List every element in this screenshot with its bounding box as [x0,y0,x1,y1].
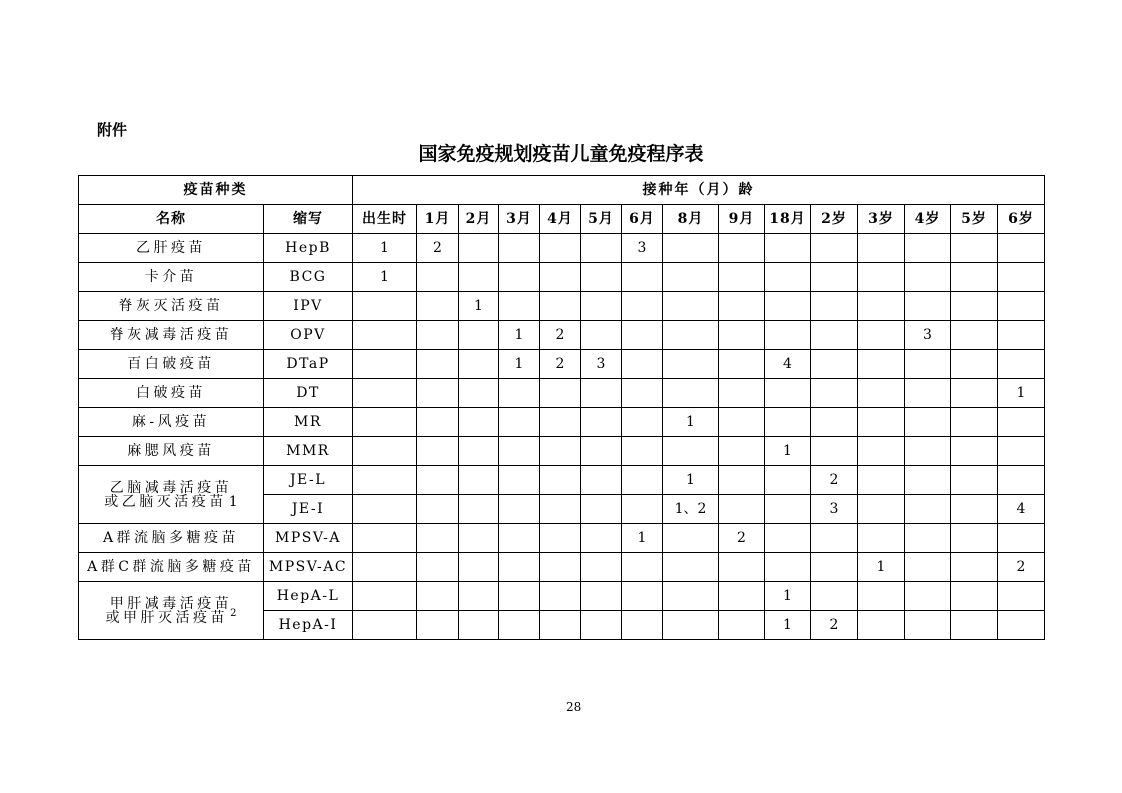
dose-cell [719,234,765,263]
dose-cell [459,466,499,495]
dose-cell [905,234,951,263]
dose-cell [998,234,1045,263]
dose-cell [765,495,811,524]
dose-cell [765,379,811,408]
attachment-label: 附件 [97,121,128,139]
vaccine-name-cell [79,582,264,640]
name-column-header: 名称 [79,205,264,234]
dose-cell [663,292,719,321]
dose-cell [622,582,663,611]
dose-cell [581,553,622,582]
dose-cell: 1 [459,292,499,321]
dose-cell [353,379,417,408]
vaccine-name: A群流脑多糖疫苗 [102,530,240,546]
dose-cell [719,553,765,582]
dose-cell [951,553,998,582]
footnote-marker: 1 [228,493,238,510]
age-header-birth: 出生时 [353,205,417,234]
dose-cell [417,611,459,640]
dose-cell [719,437,765,466]
header-row-columns [79,205,1045,234]
dose-cell [622,437,663,466]
dose-cell [998,321,1045,350]
dose-cell [858,350,905,379]
dose-cell [540,379,581,408]
dose-cell [951,611,998,640]
dose-cell [622,263,663,292]
dose-cell [459,524,499,553]
age-header-6-month: 6月 [622,205,663,234]
dose-cell [905,611,951,640]
dose-cell [998,582,1045,611]
age-header-4-month: 4月 [540,205,581,234]
dose-cell [459,611,499,640]
dose-cell [765,234,811,263]
dose-cell [905,263,951,292]
dose-cell [353,553,417,582]
dose-cell [905,466,951,495]
dose-cell [540,263,581,292]
dose-cell [951,379,998,408]
vaccine-name-cell [79,466,264,524]
dose-cell: 1 [858,553,905,582]
age-header-5-year: 5岁 [951,205,998,234]
vaccine-name: 麻-风疫苗 [131,414,211,430]
dose-cell [998,350,1045,379]
vaccine-name: 乙肝疫苗 [136,240,206,256]
dose-cell [905,350,951,379]
dose-cell [765,408,811,437]
age-header-1-month: 1月 [417,205,459,234]
dose-cell: 3 [581,350,622,379]
dose-cell [858,292,905,321]
dose-cell [858,582,905,611]
dose-cell [417,292,459,321]
dose-cell [417,466,459,495]
age-header-3-month: 3月 [499,205,540,234]
dose-cell [417,437,459,466]
dose-cell [622,292,663,321]
dose-cell [459,553,499,582]
dose-cell [581,524,622,553]
table-row [79,321,1045,350]
dose-cell: 2 [811,466,858,495]
table-row [79,466,1045,495]
abbreviation-cell: BCG [264,263,353,292]
abbreviation-cell: HepA-L [264,582,353,611]
dose-cell [499,234,540,263]
dose-cell [719,379,765,408]
dose-cell [811,234,858,263]
dose-cell [858,263,905,292]
dose-cell [581,408,622,437]
dose-cell: 1 [622,524,663,553]
dose-cell [581,582,622,611]
dose-cell [719,582,765,611]
dose-cell [811,379,858,408]
dose-cell [353,350,417,379]
vaccine-name-line2: 或甲肝灭活疫苗 [105,609,229,626]
abbreviation-cell: HepB [264,234,353,263]
dose-cell [951,234,998,263]
footnote-marker: 2 [230,607,237,619]
dose-cell [459,263,499,292]
dose-cell [951,292,998,321]
abbreviation-cell: DTaP [264,350,353,379]
abbreviation-cell: IPV [264,292,353,321]
dose-cell [765,321,811,350]
dose-cell [765,553,811,582]
vaccine-name-cell [79,437,264,466]
dose-cell [811,263,858,292]
dose-cell: 4 [998,495,1045,524]
dose-cell [353,292,417,321]
dose-cell [719,350,765,379]
dose-cell [622,611,663,640]
dose-cell [353,466,417,495]
dose-cell [998,611,1045,640]
dose-cell: 2 [417,234,459,263]
dose-cell [581,234,622,263]
dose-cell [951,524,998,553]
dose-cell [719,263,765,292]
age-header-18-month: 18月 [765,205,811,234]
dose-cell: 4 [765,350,811,379]
vaccine-name-cell [79,234,264,263]
dose-cell [353,524,417,553]
dose-cell [951,321,998,350]
dose-cell [858,234,905,263]
abbreviation-cell: JE-I [264,495,353,524]
dose-cell [905,524,951,553]
dose-cell [663,524,719,553]
dose-cell [622,495,663,524]
dose-cell [540,437,581,466]
dose-cell [499,524,540,553]
dose-cell [765,466,811,495]
dose-cell [499,437,540,466]
page-number: 28 [566,700,582,714]
dose-cell [581,495,622,524]
dose-cell [499,495,540,524]
dose-cell [540,466,581,495]
dose-cell [581,292,622,321]
table-row [79,437,1045,466]
dose-cell: 2 [811,611,858,640]
abbreviation-cell: JE-L [264,466,353,495]
dose-cell [905,292,951,321]
dose-cell [581,466,622,495]
dose-cell: 1 [765,437,811,466]
abbreviation-cell: MPSV-A [264,524,353,553]
dose-cell [622,379,663,408]
dose-cell [765,292,811,321]
dose-cell [719,292,765,321]
dose-cell [499,466,540,495]
dose-cell [663,350,719,379]
vaccine-name-cell [79,408,264,437]
table-row [79,292,1045,321]
vaccine-name: 甲肝减毒活疫苗 [109,595,233,612]
dose-cell [858,466,905,495]
table-row [79,350,1045,379]
dose-cell [622,553,663,582]
dose-cell [951,437,998,466]
dose-cell [951,350,998,379]
dose-cell [581,611,622,640]
dose-cell [499,408,540,437]
dose-cell [998,263,1045,292]
dose-cell [459,582,499,611]
dose-cell [540,495,581,524]
vaccine-name: 脊灰灭活疫苗 [118,298,224,314]
dose-cell [719,495,765,524]
dose-cell [811,350,858,379]
dose-cell [811,437,858,466]
vaccine-name: 乙脑减毒活疫苗 [109,479,233,496]
dose-cell [353,582,417,611]
dose-cell [417,582,459,611]
age-header-6-year: 6岁 [998,205,1045,234]
dose-cell: 1 [499,321,540,350]
dose-cell [540,582,581,611]
table-body [79,234,1045,640]
vaccine-name-cell [79,350,264,379]
dose-cell [719,408,765,437]
dose-cell [540,292,581,321]
dose-cell [353,611,417,640]
table-row [79,553,1045,582]
abbreviation-cell: HepA-I [264,611,353,640]
age-header-8-month: 8月 [663,205,719,234]
dose-cell: 1 [663,466,719,495]
dose-cell [663,553,719,582]
vaccine-type-header: 疫苗种类 [79,176,353,205]
vaccine-name-cell [79,379,264,408]
dose-cell [719,611,765,640]
dose-cell [905,408,951,437]
dose-cell [581,321,622,350]
dose-cell [417,321,459,350]
dose-cell [353,408,417,437]
dose-cell: 2 [540,321,581,350]
age-header-9-month: 9月 [719,205,765,234]
dose-cell: 3 [811,495,858,524]
age-header-2-year: 2岁 [811,205,858,234]
dose-cell [951,582,998,611]
age-header-5-month: 5月 [581,205,622,234]
dose-cell [581,437,622,466]
table-row [79,379,1045,408]
dose-cell: 1 [998,379,1045,408]
dose-cell [417,553,459,582]
dose-cell [951,408,998,437]
dose-cell [811,524,858,553]
dose-cell [811,582,858,611]
dose-cell [998,437,1045,466]
dose-cell [951,466,998,495]
dose-cell [858,495,905,524]
dose-cell [858,437,905,466]
age-header-4-year: 4岁 [905,205,951,234]
vaccine-name: 脊灰减毒活疫苗 [109,327,233,343]
dose-cell [499,553,540,582]
dose-cell [811,408,858,437]
dose-cell [459,408,499,437]
table-row [79,234,1045,263]
table-row [79,263,1045,292]
dose-cell [811,553,858,582]
dose-cell [998,466,1045,495]
vaccine-name: 麻腮风疫苗 [127,443,215,459]
vaccine-name-cell [79,321,264,350]
document-title: 国家免疫规划疫苗儿童免疫程序表 [418,143,704,165]
dose-cell [858,524,905,553]
table-row [79,408,1045,437]
dose-cell [905,582,951,611]
dose-cell [765,524,811,553]
abbreviation-cell: OPV [264,321,353,350]
dose-cell: 1 [353,234,417,263]
age-header-2-month: 2月 [459,205,499,234]
vaccine-name-cell [79,553,264,582]
dose-cell [499,582,540,611]
dose-cell [417,408,459,437]
vaccine-name-cell [79,524,264,553]
dose-cell [417,350,459,379]
dose-cell [540,524,581,553]
dose-cell [459,321,499,350]
dose-cell: 3 [905,321,951,350]
dose-cell [905,553,951,582]
abbreviation-cell: MR [264,408,353,437]
dose-cell [951,263,998,292]
dose-cell [663,321,719,350]
dose-cell [622,408,663,437]
header-row-groups [79,176,1045,205]
vaccine-name-line2: 或乙脑灭活疫苗 [104,493,227,510]
dose-cell [858,379,905,408]
dose-cell [663,379,719,408]
dose-cell: 1 [765,611,811,640]
vaccine-name: 白破疫苗 [136,385,206,401]
dose-cell: 1 [499,350,540,379]
dose-cell: 1 [353,263,417,292]
dose-cell [811,292,858,321]
dose-cell [719,466,765,495]
dose-cell [858,321,905,350]
dose-cell [499,379,540,408]
vaccine-name-cell [79,263,264,292]
dose-cell: 1 [765,582,811,611]
dose-cell [459,234,499,263]
table-row [79,582,1045,611]
dose-cell: 3 [622,234,663,263]
dose-cell [540,408,581,437]
dose-cell: 1、2 [663,495,719,524]
dose-cell [765,263,811,292]
dose-cell [622,466,663,495]
dose-cell [858,408,905,437]
dose-cell [663,263,719,292]
dose-cell [581,263,622,292]
dose-cell [353,321,417,350]
vaccine-name: 卡介苗 [144,269,198,285]
dose-cell [998,408,1045,437]
age-header-3-year: 3岁 [858,205,905,234]
table-row [79,524,1045,553]
dose-cell [540,234,581,263]
dose-cell [417,263,459,292]
dose-cell: 1 [663,408,719,437]
dose-cell [499,263,540,292]
vaccine-name: 百白破疫苗 [127,356,215,372]
dose-cell [499,292,540,321]
dose-cell [719,321,765,350]
dose-cell [540,553,581,582]
dose-cell [905,379,951,408]
dose-cell [663,611,719,640]
dose-cell [622,321,663,350]
dose-cell [459,379,499,408]
dose-cell [663,582,719,611]
table-header [79,176,1045,234]
vaccine-name: A群C群流脑多糖疫苗 [87,559,255,575]
dose-cell [663,437,719,466]
dose-cell: 2 [998,553,1045,582]
dose-cell [417,379,459,408]
dose-cell [998,524,1045,553]
dose-cell [459,350,499,379]
abbreviation-column-header: 缩写 [264,205,353,234]
dose-cell [353,495,417,524]
dose-cell: 2 [719,524,765,553]
dose-cell [622,350,663,379]
dose-cell [417,524,459,553]
abbreviation-cell: DT [264,379,353,408]
dose-cell [951,495,998,524]
dose-cell [663,234,719,263]
dose-cell [353,437,417,466]
dose-cell [905,437,951,466]
dose-cell [499,611,540,640]
dose-cell [905,495,951,524]
vaccination-age-header: 接种年（月）龄 [353,176,1045,205]
vaccine-name-cell [79,292,264,321]
dose-cell [459,437,499,466]
dose-cell [811,321,858,350]
dose-cell [417,495,459,524]
dose-cell [858,611,905,640]
abbreviation-cell: MPSV-AC [264,553,353,582]
abbreviation-cell: MMR [264,437,353,466]
immunization-schedule-table [78,175,1045,640]
dose-cell [581,379,622,408]
dose-cell [540,611,581,640]
dose-cell [459,495,499,524]
dose-cell: 2 [540,350,581,379]
dose-cell [998,292,1045,321]
